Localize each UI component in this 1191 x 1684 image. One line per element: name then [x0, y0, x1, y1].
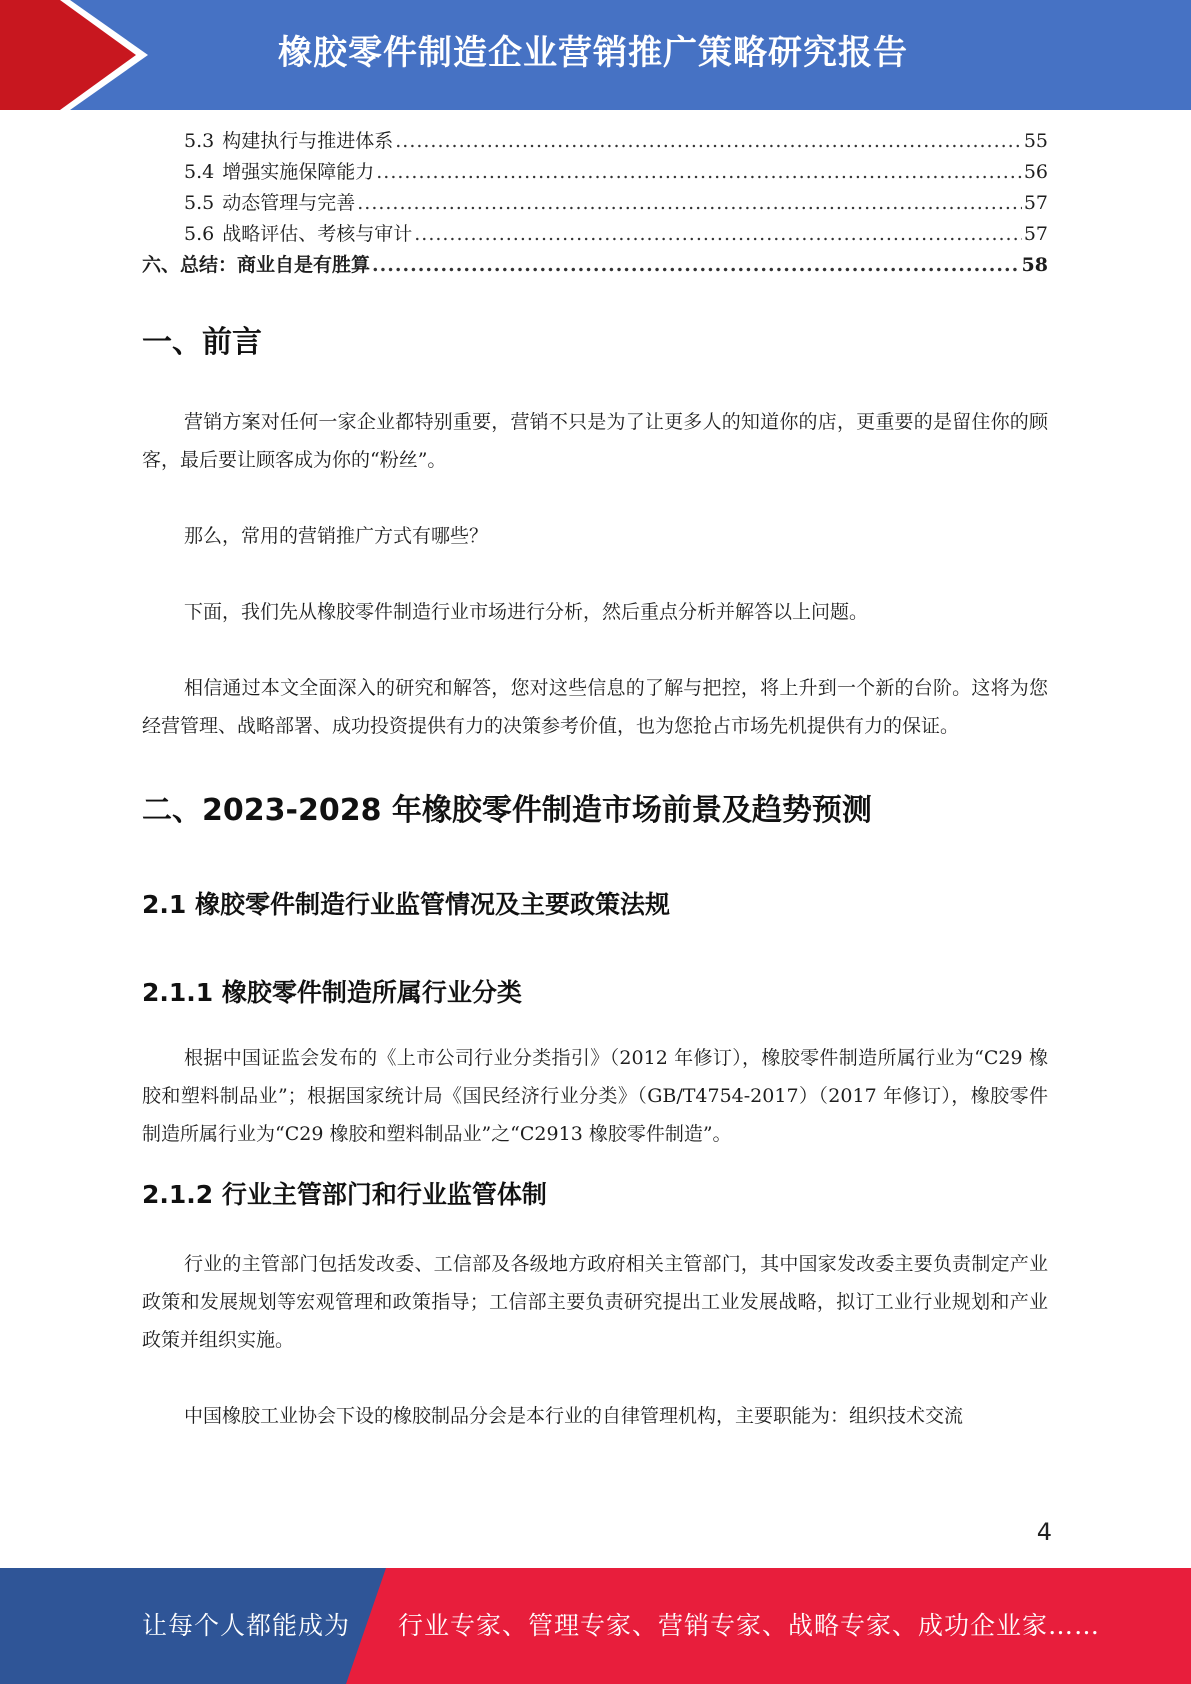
toc-item-title: 增强实施保障能力 [222, 161, 375, 183]
paragraph: 下面，我们先从橡胶零件制造行业市场进行分析，然后重点分析并解答以上问题。 [184, 601, 869, 623]
toc-item-title: 六、总结：商业自是有胜算 [142, 254, 371, 276]
toc-leader-dots [414, 223, 1022, 245]
toc-leader-dots [376, 161, 1022, 183]
paragraph: 营销方案对任何一家企业都特别重要，营销不只是为了让更多人的知道你的店，更重要的是留住你的顾客，最后要让顾客成为你的“粉丝”。 [142, 411, 1048, 471]
section-heading-market-outlook: 二、2023-2028 年橡胶零件制造市场前景及趋势预测 [142, 793, 872, 828]
paragraph: 相信通过本文全面深入的研究和解答，您对这些信息的了解与把控，将上升到一个新的台阶。这将为您经营管理、战略部署、成功投资提供有力的决策参考价值，也为您抢占市场先机提供有力的保证。 [142, 677, 1048, 737]
footer-banner [0, 1568, 1191, 1684]
toc-leader-dots [372, 254, 1020, 276]
toc-item-page: 57 [1023, 223, 1048, 245]
paragraph: 中国橡胶工业协会下设的橡胶制品分会是本行业的自律管理机构，主要职能为：组织技术交流 [184, 1405, 964, 1427]
toc-item-title: 战略评估、考核与审计 [222, 223, 413, 245]
toc-item-number: 5.6 [184, 223, 215, 245]
paragraph: 行业的主管部门包括发改委、工信部及各级地方政府相关主管部门，其中国家发改委主要负责制定产业政策和发展规划等宏观管理和政策指导；工信部主要负责研究提出工业发展战略，拟订工业行业规划和产业政策并组织实施。 [142, 1253, 1048, 1351]
footer-slogan-right: 行业专家、管理专家、营销专家、战略专家、成功企业家…… [398, 1611, 1101, 1640]
toc-item-title: 构建执行与推进体系 [222, 130, 394, 152]
toc-item[interactable] [142, 157, 1048, 188]
toc-item[interactable] [142, 188, 1048, 219]
table-of-contents [142, 126, 1048, 281]
toc-leader-dots [357, 192, 1022, 214]
toc-item-page: 55 [1023, 130, 1048, 152]
toc-item-page: 57 [1023, 192, 1048, 214]
toc-item-title: 动态管理与完善 [222, 192, 356, 214]
header-banner [0, 0, 1191, 110]
page-number: 4 [1036, 1518, 1052, 1546]
header-chevron-decoration [0, 0, 160, 110]
toc-item-number: 5.3 [184, 130, 215, 152]
subsection-heading: 2.1.2 行业主管部门和行业监管体制 [142, 1180, 547, 1209]
toc-item[interactable] [142, 219, 1048, 250]
subsection-heading: 2.1 橡胶零件制造行业监管情况及主要政策法规 [142, 890, 670, 919]
toc-item-number: 5.4 [184, 161, 215, 183]
toc-item-page: 56 [1023, 161, 1048, 183]
paragraph: 根据中国证监会发布的《上市公司行业分类指引》（2012 年修订），橡胶零件制造所属行业为“C29 橡胶和塑料制品业”；根据国家统计局《国民经济行业分类》（GB/T4754-2017）（2017 年修订），橡胶零件制造所属行业为“C29 橡胶和塑料制品业”之“C2913 橡胶零件制造”。 [142, 1047, 1048, 1145]
toc-item-major[interactable] [142, 250, 1048, 281]
toc-item-number: 5.5 [184, 192, 215, 214]
section-heading-preface: 一、前言 [142, 325, 262, 360]
footer-slogan-left: 让每个人都能成为 [142, 1611, 351, 1640]
toc-item-page: 58 [1021, 254, 1048, 276]
paragraph: 那么，常用的营销推广方式有哪些？ [184, 525, 489, 547]
toc-leader-dots [395, 130, 1022, 152]
report-title: 橡胶零件制造企业营销推广策略研究报告 [278, 33, 908, 73]
subsection-heading: 2.1.1 橡胶零件制造所属行业分类 [142, 978, 522, 1007]
toc-item[interactable] [142, 126, 1048, 157]
page-content [142, 126, 1048, 1435]
